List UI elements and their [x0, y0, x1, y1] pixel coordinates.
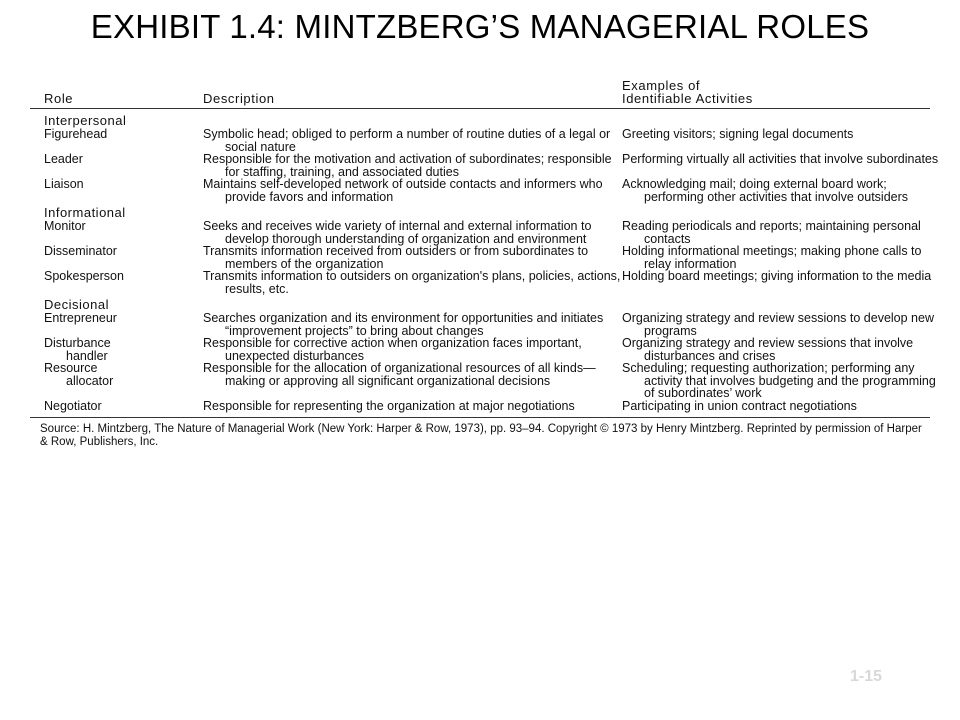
- role-examples: Participating in union contract negotiations: [622, 399, 857, 413]
- table-row: [30, 245, 930, 270]
- role-description: Responsible for the motivation and activation of subordinates; responsible for staffing, training, and associated duties: [203, 152, 612, 179]
- header-examples: Examples of Identifiable Activities: [622, 78, 753, 106]
- role-name: [44, 178, 194, 191]
- role-name-line: Liaison: [44, 177, 84, 191]
- role-examples: Scheduling; requesting authorization; performing any activity that involves budgeting and the programming of subordinates’ work: [622, 361, 936, 400]
- role-description: Maintains self-developed network of outside contacts and informers who provide favors and information: [203, 177, 603, 204]
- slide-number: 1-15: [850, 668, 883, 685]
- role-description: Searches organization and its environment for opportunities and initiates “improvement projects” to bring about changes: [203, 311, 604, 338]
- role-name: [44, 128, 194, 141]
- role-examples: Performing virtually all activities that involve subordinates: [622, 152, 939, 166]
- role-description: Transmits information to outsiders on organization's plans, policies, actions, results, etc.: [203, 269, 621, 296]
- role-description: Seeks and receives wide variety of internal and external information to develop thorough understanding of organization and environment: [203, 219, 592, 246]
- source-note: Source: H. Mintzberg, The Nature of Managerial Work (New York: Harper & Row, 1973), pp. 93–94. Copyright © 1973 by Henry Mintzberg. Reprinted by permission of Harper & Row, Publishers, Inc.: [40, 423, 922, 448]
- table-row: [30, 400, 930, 413]
- table-row: [30, 337, 930, 362]
- role-name-line: Entrepreneur: [44, 311, 117, 325]
- role-name-line: Leader: [44, 152, 83, 166]
- role-name: [44, 362, 194, 387]
- table-row: [30, 361, 936, 400]
- role-name-line: Figurehead: [44, 127, 108, 141]
- role-name: [44, 153, 194, 166]
- role-examples: Holding informational meetings; making phone calls to relay information: [622, 244, 922, 271]
- table-row: [30, 220, 930, 245]
- role-group-heading: Informational: [44, 205, 126, 220]
- role-examples: Reading periodicals and reports; maintaining personal contacts: [622, 219, 921, 246]
- role-examples: Holding board meetings; giving information to the media: [622, 269, 932, 283]
- role-description: Responsible for the allocation of organizational resources of all kinds—making or approving all significant organizational decisions: [203, 361, 596, 388]
- table-row: [30, 311, 934, 338]
- header-role: Role: [44, 90, 74, 106]
- table-row: [30, 178, 930, 203]
- role-examples: Organizing strategy and review sessions to develop new programs: [622, 311, 934, 338]
- role-description: Symbolic head; obliged to perform a number of routine duties of a legal or social nature: [203, 127, 611, 154]
- table-row: [30, 128, 930, 153]
- role-group-heading: Interpersonal: [44, 113, 127, 128]
- role-description: Responsible for corrective action when organization faces important, unexpected disturbances: [203, 336, 582, 363]
- role-name-line: Resource: [44, 361, 98, 375]
- role-examples: Acknowledging mail; doing external board work; performing other activities that involve outsiders: [622, 177, 909, 204]
- table-row: [30, 152, 939, 179]
- role-name: [44, 245, 194, 258]
- table-row: [30, 270, 930, 295]
- role-name-line: Monitor: [44, 219, 86, 233]
- role-name-line: Disseminator: [44, 244, 117, 258]
- page-title: EXHIBIT 1.4: MINTZBERG’S MANAGERIAL ROLES: [90, 8, 870, 45]
- role-name: [44, 400, 194, 413]
- role-description: Responsible for representing the organization at major negotiations: [203, 399, 575, 413]
- role-name-line: Spokesperson: [44, 269, 124, 283]
- role-name-line: Disturbance: [44, 336, 111, 350]
- role-examples: Greeting visitors; signing legal documents: [622, 127, 854, 141]
- role-name: [44, 312, 194, 325]
- role-name-line: Negotiator: [44, 399, 102, 413]
- header-description: Description: [203, 90, 275, 106]
- table-body: [30, 109, 939, 413]
- role-group-heading: Decisional: [44, 297, 109, 312]
- role-description: Transmits information received from outsiders or from subordinates to members of the organization: [203, 244, 589, 271]
- role-name: [44, 270, 194, 283]
- role-examples: Organizing strategy and review sessions that involve disturbances and crises: [622, 336, 914, 363]
- role-name: [44, 337, 194, 362]
- role-name: [44, 220, 194, 233]
- role-name-line: handler: [66, 348, 108, 363]
- role-name-line: allocator: [66, 373, 114, 388]
- roles-table: [30, 72, 939, 449]
- table-header: [30, 72, 930, 108]
